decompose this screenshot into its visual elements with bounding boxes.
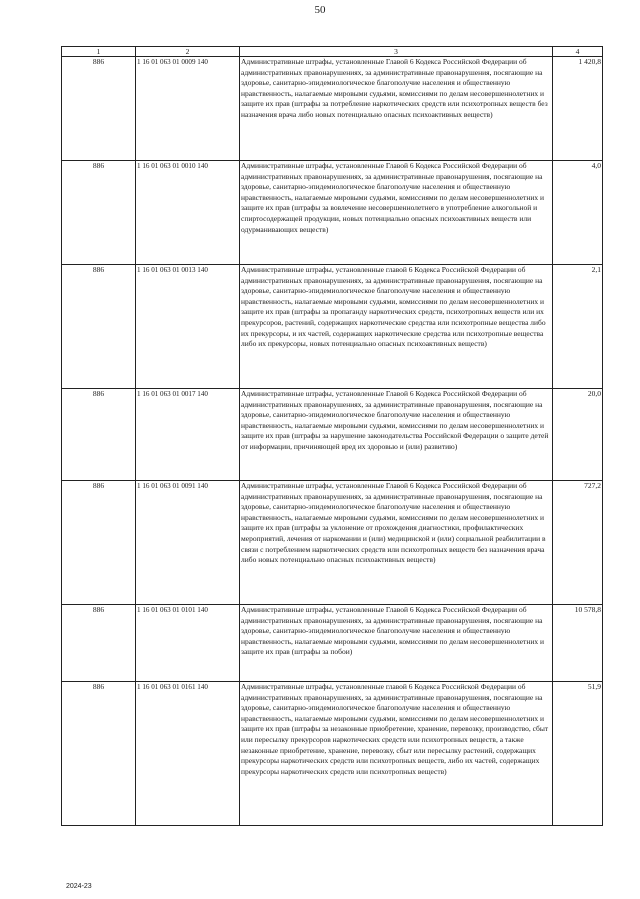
- table-row: [62, 161, 603, 265]
- description-cell: Административные штрафы, установленные Главой 6 Кодекса Российской Федерации об административных правонарушениях, за административные правонарушения, посягающие на здоровье, санитарно-эпидемиологическое благополучие населения и общественную нравственность, налагаемые мировыми судьями, комиссиями по делам несовершеннолетних и защите их прав (штрафы за потребление наркотических средств или психотропных веществ без назначения врача либо новых потенциально опасных психоактивных веществ): [240, 57, 553, 161]
- amount-cell: 51,9: [553, 682, 603, 826]
- budget-code-cell: 1 16 01 063 01 0091 140: [136, 481, 240, 605]
- admin-code-cell: 886: [62, 605, 136, 682]
- budget-revenue-table: [61, 46, 603, 826]
- description-cell: Административные штрафы, установленные главой 6 Кодекса Российской Федерации об административных правонарушениях, за административные правонарушения, посягающие на здоровье, санитарно-эпидемиологическое благополучие населения и общественную нравственность, налагаемые мировыми судьями, комиссиями по делам несовершеннолетних и защите их прав (штрафы за пропаганду наркотических средств, психотропных веществ или их прекурсоров, растений, содержащих наркотические средства или психотропные вещества либо их прекурсоры, и их частей, содержащих наркотические средства или психотропные вещества либо их прекурсоры, новых потенциально опасных психоактивных веществ): [240, 265, 553, 389]
- admin-code-cell: 886: [62, 682, 136, 826]
- column-header-3: 3: [240, 47, 553, 57]
- description-cell: Административные штрафы, установленные Главой 6 Кодекса Российской Федерации об административных правонарушениях, за административные правонарушения, посягающие на здоровье, санитарно-эпидемиологическое благополучие населения и общественную нравственность, налагаемые мировыми судьями, комиссиями по делам несовершеннолетних и защите их прав (штрафы за вовлечение несовершеннолетнего в употребление алкогольной и спиртосодержащей продукции, новых потенциально опасных психоактивных веществ или одурманивающих веществ): [240, 161, 553, 265]
- admin-code-cell: 886: [62, 265, 136, 389]
- budget-code-cell: 1 16 01 063 01 0009 140: [136, 57, 240, 161]
- description-cell: Административные штрафы, установленные Главой 6 Кодекса Российской Федерации об административных правонарушениях, за административные правонарушения, посягающие на здоровье, санитарно-эпидемиологическое благополучие населения и общественную нравственность, налагаемые мировыми судьями, комиссиями по делам несовершеннолетних и защите их прав (штрафы за побои): [240, 605, 553, 682]
- column-header-1: 1: [62, 47, 136, 57]
- table-row: [62, 481, 603, 605]
- admin-code-cell: 886: [62, 389, 136, 481]
- amount-cell: 1 420,8: [553, 57, 603, 161]
- amount-cell: 10 578,8: [553, 605, 603, 682]
- table-header-row: [62, 47, 603, 57]
- table-row: [62, 57, 603, 161]
- table-row: [62, 265, 603, 389]
- description-cell: Административные штрафы, установленные Главой 6 Кодекса Российской Федерации об административных правонарушениях, за административные правонарушения, посягающие на здоровье, санитарно-эпидемиологическое благополучие населения и общественную нравственность, налагаемые мировыми судьями, комиссиями по делам несовершеннолетних и защите их прав (штрафы за уклонение от прохождения диагностики, профилактических мероприятий, лечения от наркомании и (или) медицинской и (или) социальной реабилитации в связи с потреблением наркотических средств или психотропных веществ без назначения врача либо новых потенциально опасных психоактивных веществ): [240, 481, 553, 605]
- budget-code-cell: 1 16 01 063 01 0017 140: [136, 389, 240, 481]
- admin-code-cell: 886: [62, 161, 136, 265]
- table-row: [62, 389, 603, 481]
- budget-code-cell: 1 16 01 063 01 0101 140: [136, 605, 240, 682]
- admin-code-cell: 886: [62, 57, 136, 161]
- page-number: 50: [314, 4, 326, 16]
- budget-code-cell: 1 16 01 063 01 0161 140: [136, 682, 240, 826]
- amount-cell: 2,1: [553, 265, 603, 389]
- description-cell: Административные штрафы, установленные Главой 6 Кодекса Российской Федерации об административных правонарушениях, за административные правонарушения, посягающие на здоровье, санитарно-эпидемиологическое благополучие населения и общественную нравственность, налагаемые мировыми судьями, комиссиями по делам несовершеннолетних и защите их прав (штрафы за нарушение законодательства Российской Федерации о защите детей от информации, причиняющей вред их здоровью и (или) развитию): [240, 389, 553, 481]
- document-footer-code: 2024-23: [66, 883, 92, 890]
- table-row: [62, 682, 603, 826]
- amount-cell: 727,2: [553, 481, 603, 605]
- budget-code-cell: 1 16 01 063 01 0010 140: [136, 161, 240, 265]
- amount-cell: 4,0: [553, 161, 603, 265]
- amount-cell: 20,0: [553, 389, 603, 481]
- column-header-4: 4: [553, 47, 603, 57]
- description-cell: Административные штрафы, установленные главой 6 Кодекса Российской Федерации об административных правонарушениях, за административные правонарушения, посягающие на здоровье, санитарно-эпидемиологическое благополучие населения и общественную нравственность, налагаемые мировыми судьями, комиссиями по делам несовершеннолетних и защите их прав (штрафы за незаконные приобретение, хранение, перевозку, производство, сбыт или пересылку прекурсоров наркотических средств или психотропных веществ, а также незаконные приобретение, хранение, перевозку, сбыт или пересылку растений, содержащих прекурсоры наркотических средств или психотропных веществ, либо их частей, содержащих прекурсоры наркотических средств или психотропных веществ): [240, 682, 553, 826]
- admin-code-cell: 886: [62, 481, 136, 605]
- column-header-2: 2: [136, 47, 240, 57]
- budget-code-cell: 1 16 01 063 01 0013 140: [136, 265, 240, 389]
- table-row: [62, 605, 603, 682]
